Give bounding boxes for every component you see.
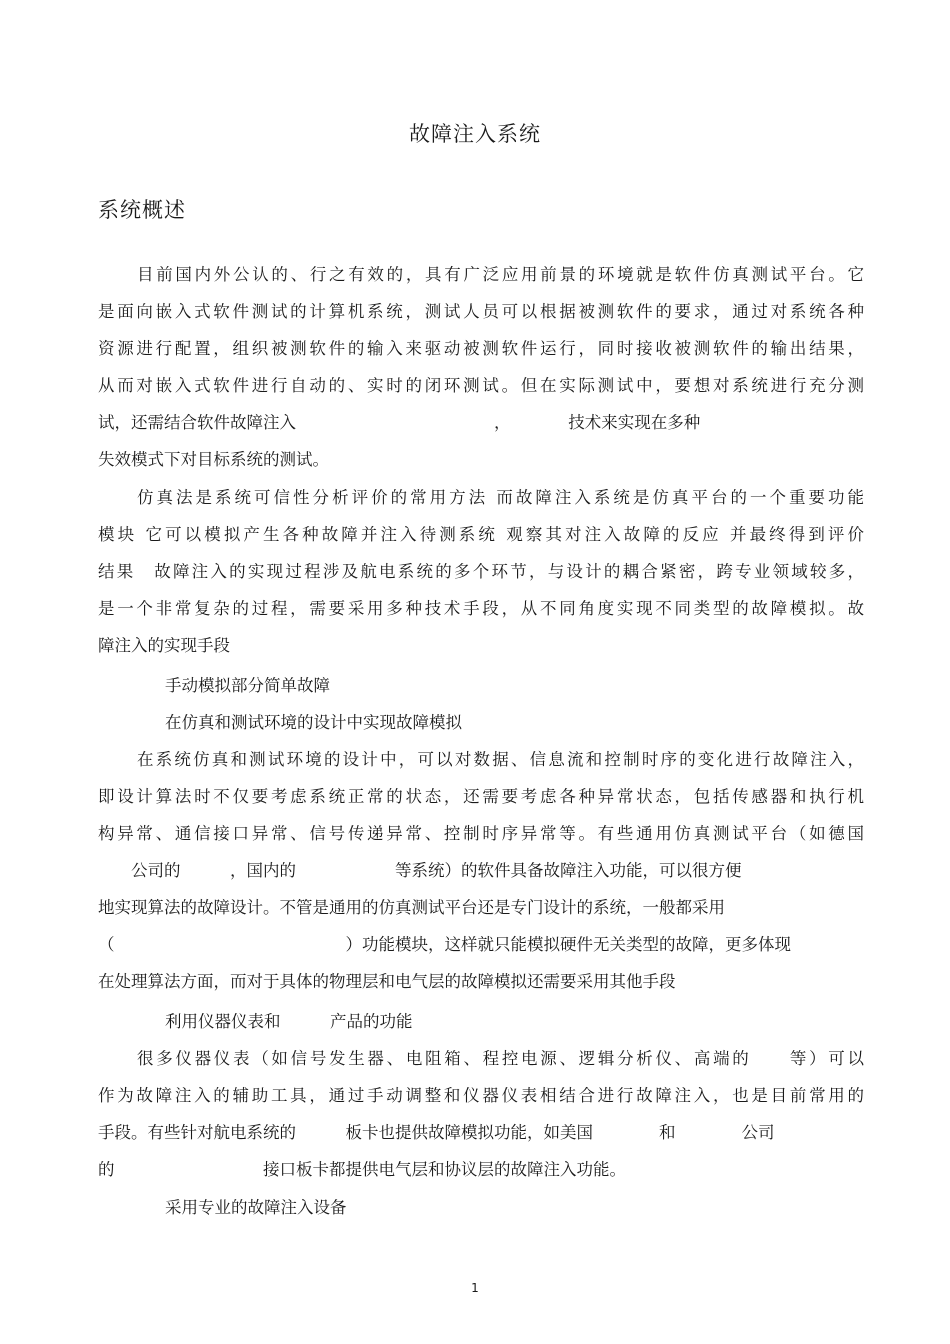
- list-item: 采用专业的故障注入设备: [165, 1198, 347, 1217]
- paragraph-line: 作为故障注入的辅助工具，通过手动调整和仪器仪表相结合进行故障注入，也是目前常用的: [98, 1086, 864, 1105]
- paragraph-line: 即设计算法时不仅要考虑系统正常的状态，还需要考虑各种异常状态，包括传感器和执行机: [98, 787, 864, 806]
- paragraph-line: 障注入的实现手段: [98, 636, 230, 655]
- paragraph-line: （ ）功能模块，这样就只能模拟硬件无关类型的故障，更多体现: [98, 935, 791, 954]
- paragraph-line: 手段。有些针对航电系统的 板卡也提供故障模拟功能，如美国 和 公司: [98, 1123, 775, 1142]
- page-number: 1: [471, 1281, 479, 1295]
- list-item: 手动模拟部分简单故障: [165, 676, 330, 695]
- paragraph-line: 在处理算法方面，而对于具体的物理层和电气层的故障模拟还需要采用其他手段: [98, 972, 676, 991]
- paragraph-line: 地实现算法的故障设计。不管是通用的仿真测试平台还是专门设计的系统，一般都采用: [98, 898, 725, 917]
- paragraph-line: 目前国内外公认的、行之有效的，具有广泛应用前景的环境就是软件仿真测试平台。它: [137, 265, 864, 284]
- paragraph-line: 在系统仿真和测试环境的设计中，可以对数据、信息流和控制时序的变化进行故障注入，: [137, 750, 864, 769]
- paragraph-line: 的 接口板卡都提供电气层和协议层的故障注入功能。: [98, 1160, 626, 1179]
- document-title: 故障注入系统: [409, 122, 541, 146]
- paragraph-line: 模块 它可以模拟产生各种故障并注入待测系统 观察其对注入故障的反应 并最终得到评价: [98, 525, 864, 544]
- paragraph-line: 公司的 ，国内的 等系统）的软件具备故障注入功能，可以很方便: [98, 861, 742, 880]
- paragraph-line: 是一个非常复杂的过程，需要采用多种技术手段，从不同角度实现不同类型的故障模拟。故: [98, 599, 864, 618]
- paragraph-line: 仿真法是系统可信性分析评价的常用方法 而故障注入系统是仿真平台的一个重要功能: [137, 488, 864, 507]
- paragraph-line: 是面向嵌入式软件测试的计算机系统，测试人员可以根据被测软件的要求，通过对系统各种: [98, 302, 864, 321]
- paragraph-line: 构异常、通信接口异常、信号传递异常、控制时序异常等。有些通用仿真测试平台（如德国: [98, 824, 864, 843]
- paragraph-line: 从而对嵌入式软件进行自动的、实时的闭环测试。但在实际测试中，要想对系统进行充分测: [98, 376, 864, 395]
- paragraph-line: 失效模式下对目标系统的测试。: [98, 450, 329, 469]
- list-item: 在仿真和测试环境的设计中实现故障模拟: [165, 713, 462, 732]
- list-item: 利用仪器仪表和 产品的功能: [165, 1012, 413, 1031]
- paragraph-line: 资源进行配置，组织被测软件的输入来驱动被测软件运行，同时接收被测软件的输出结果，: [98, 339, 864, 358]
- paragraph-line: 试，还需结合软件故障注入 ， 技术来实现在多种: [98, 413, 701, 432]
- paragraph-line: 结果 故障注入的实现过程涉及航电系统的多个环节，与设计的耦合紧密，跨专业领域较多，: [98, 562, 864, 581]
- paragraph-line: 很多仪器仪表（如信号发生器、电阻箱、程控电源、逻辑分析仪、高端的 等）可以: [137, 1049, 864, 1068]
- section-heading: 系统概述: [98, 198, 186, 222]
